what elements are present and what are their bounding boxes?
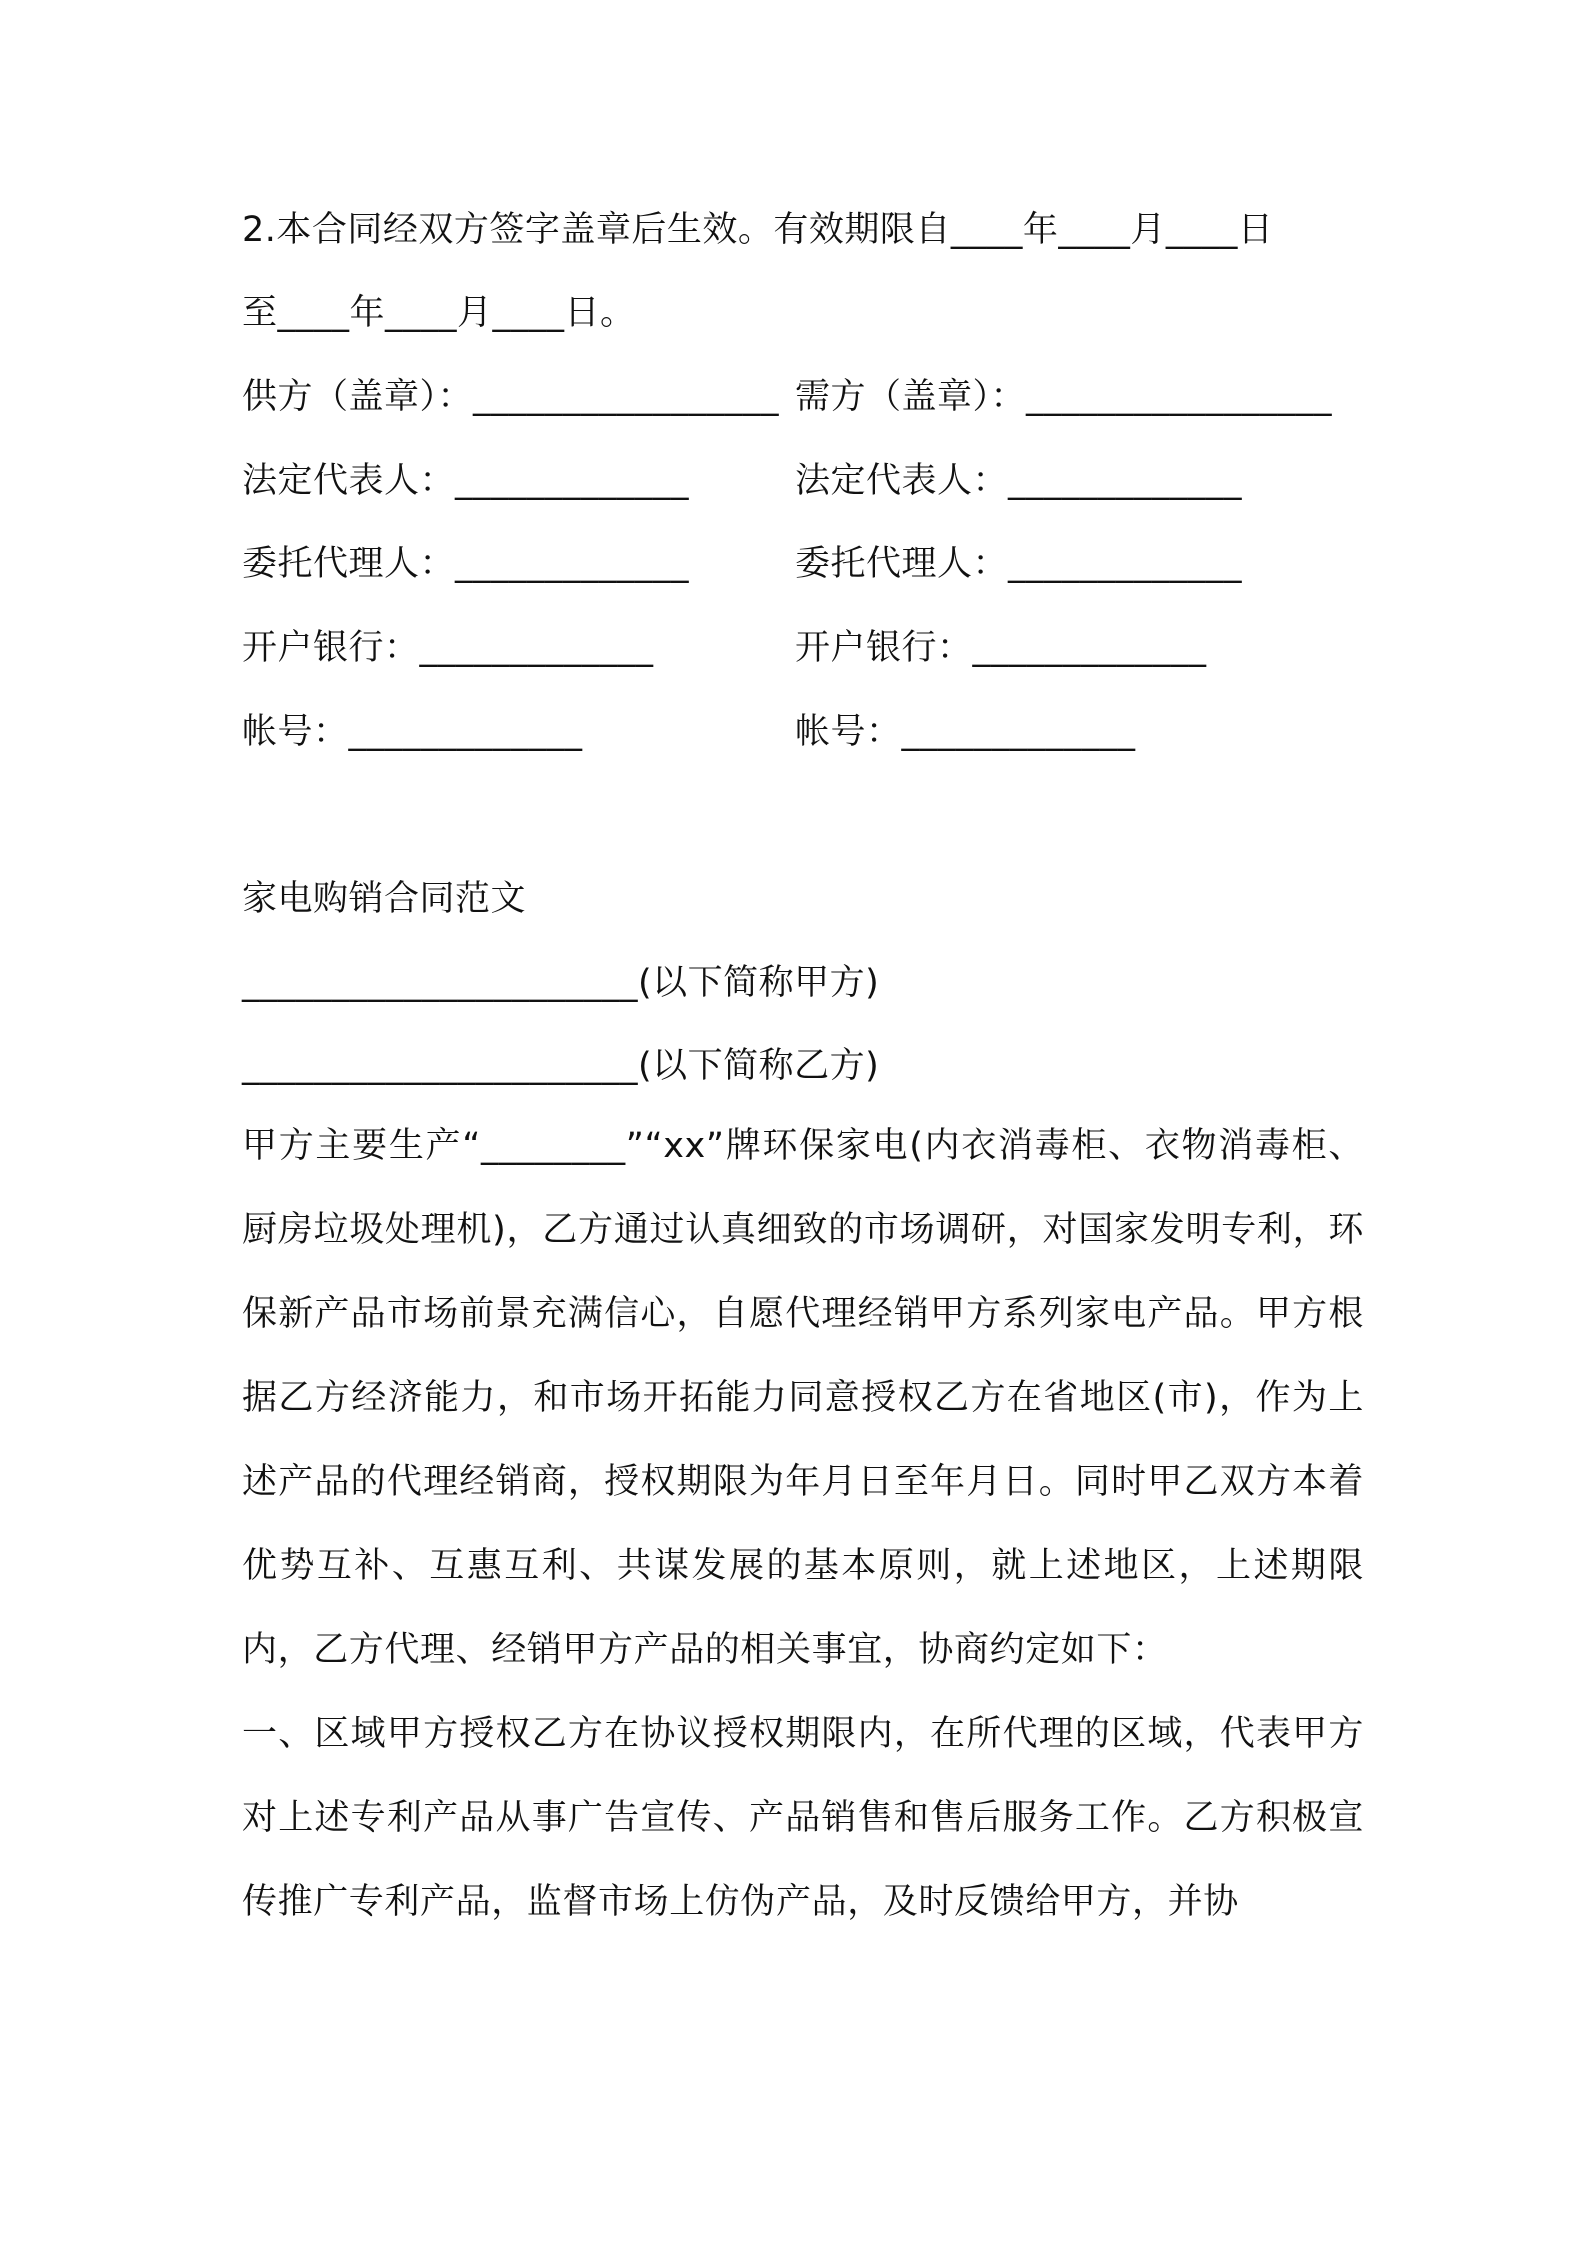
supplier-agent-field: 委托代理人：_____________ <box>242 544 690 584</box>
supplier-account-field: 帐号：_____________ <box>242 712 583 752</box>
party-b-line: ______________________(以下简称乙方) <box>242 1046 880 1086</box>
clause-1-paragraph: 一、区域甲方授权乙方在协议授权期限内，在所代理的区域，代表甲方对上述专利产品从事广告宣传、产品销售和售后服务工作。乙方积极宣传推广专利产品，监督市场上仿伪产品，及时反馈给甲方，并协 <box>242 1714 1364 1922</box>
contract-title: 家电购销合同范文 <box>242 879 527 919</box>
buyer-agent-field: 委托代理人：_____________ <box>795 544 1243 584</box>
buyer-legal-rep-field: 法定代表人：_____________ <box>795 461 1243 501</box>
contract-body <box>242 1104 1364 1944</box>
buyer-account-field: 帐号：_____________ <box>795 712 1136 752</box>
party-a-line: ______________________(以下简称甲方) <box>242 963 880 1003</box>
supplier-legal-rep-field: 法定代表人：_____________ <box>242 461 690 501</box>
supplier-seal-field: 供方（盖章）：_________________ <box>242 377 780 417</box>
supplier-bank-field: 开户银行：_____________ <box>242 628 654 668</box>
buyer-seal-field: 需方（盖章）：_________________ <box>795 377 1333 417</box>
validity-line-1: 2.本合同经双方签字盖章后生效。有效期限自____年____月____日 <box>242 210 1274 250</box>
buyer-bank-field: 开户银行：_____________ <box>795 628 1207 668</box>
intro-paragraph: 甲方主要生产“________”“xx”牌环保家电(内衣消毒柜、衣物消毒柜、厨房垃圾处理机)，乙方通过认真细致的市场调研，对国家发明专利，环保新产品市场前景充满信心，自愿代理经销甲方系列家电产品。甲方根据乙方经济能力，和市场开拓能力同意授权乙方在省地区(市)，作为上述产品的代理经销商，授权期限为年月日至年月日。同时甲乙双方本着优势互补、互惠互利、共谋发展的基本原则，就上述地区，上述期限内，乙方代理、经销甲方产品的相关事宜，协商约定如下： <box>242 1126 1364 1670</box>
validity-line-2: 至____年____月____日。 <box>242 293 636 333</box>
